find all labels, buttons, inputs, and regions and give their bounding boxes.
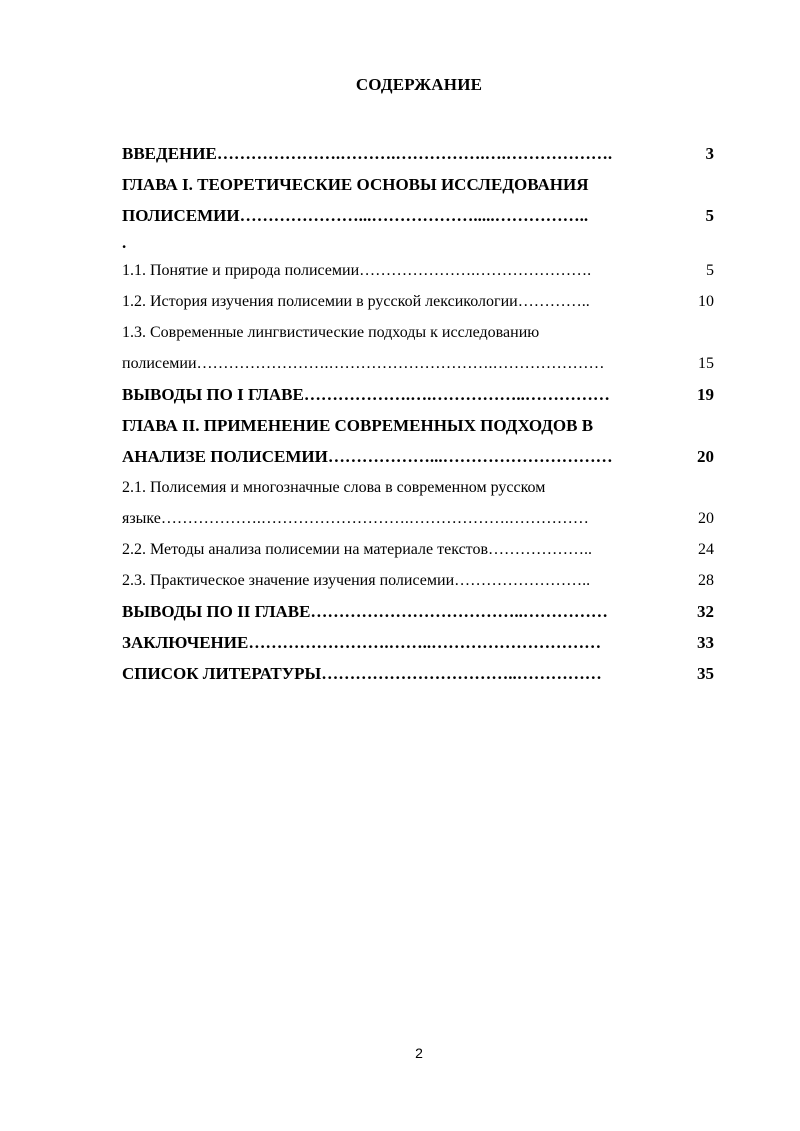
toc-entry-chapter-1-title-cont[interactable] [122, 200, 714, 231]
toc-entry-text: ВЫВОДЫ ПО II ГЛАВЕ………………………………..…………… [122, 602, 608, 621]
toc-entry-chapter-2-title[interactable] [122, 410, 714, 441]
toc-entry-2-1[interactable] [122, 472, 714, 503]
toc-entry-text: СПИСОК ЛИТЕРАТУРЫ……………………………..…………… [122, 664, 602, 683]
toc-entry-text: полисемии…………………….………………………….………………… [122, 355, 605, 372]
toc-entry-conclusions-2[interactable] [122, 596, 714, 627]
toc-entry-page: 5 [700, 255, 714, 286]
toc-entry-introduction[interactable] [122, 138, 714, 169]
toc-entry-page: 32 [691, 596, 714, 627]
toc-entry-text: ВВЕДЕНИЕ………………….……….…………….….………………. [122, 144, 613, 163]
toc-entry-text: 1.2. История изучения полисемии в русской лексикологии………….. [122, 293, 590, 310]
toc-entry-page: 20 [691, 441, 714, 472]
toc-entry-1-1[interactable] [122, 255, 714, 286]
toc-entry-page: 3 [700, 138, 715, 169]
toc-entry-1-3[interactable] [122, 317, 714, 348]
toc-entry-chapter-2-title-cont[interactable] [122, 441, 714, 472]
toc-entry-text: 2.1. Полисемия и многозначные слова в современном русском [122, 479, 546, 496]
toc-entry-2-1-cont[interactable] [122, 503, 714, 534]
toc-entry-text: 2.3. Практическое значение изучения полисемии…………………….. [122, 572, 591, 589]
toc-entry-text: ВЫВОДЫ ПО I ГЛАВЕ……………….….……………..…………… [122, 385, 610, 404]
toc-entry-text: . [122, 233, 127, 252]
toc-entry-page: 20 [692, 503, 714, 534]
toc-entry-page: 35 [691, 658, 714, 689]
toc-entry-references[interactable] [122, 658, 714, 689]
toc-entry-text: 1.1. Понятие и природа полисемии………………….…………………. [122, 262, 592, 279]
toc-entry-page: 10 [692, 286, 714, 317]
toc-entry-1-3-cont[interactable] [122, 348, 714, 379]
toc-entry-page: 33 [691, 627, 714, 658]
table-of-contents [122, 138, 714, 689]
toc-entry-page: 28 [692, 565, 714, 596]
page-title: СОДЕРЖАНИЕ [355, 75, 483, 94]
toc-entry-text: языке……………….……………………….……………….…………… [122, 510, 589, 527]
toc-entry-page: 24 [692, 534, 714, 565]
toc-entry-text: ГЛАВА II. ПРИМЕНЕНИЕ СОВРЕМЕННЫХ ПОДХОДОВ В [122, 416, 594, 435]
toc-stray-dot [122, 231, 714, 255]
toc-entry-conclusion[interactable] [122, 627, 714, 658]
toc-entry-1-2[interactable] [122, 286, 714, 317]
toc-entry-text: АНАЛИЗЕ ПОЛИСЕМИИ………………...………………………… [122, 447, 613, 466]
toc-entry-text: ЗАКЛЮЧЕНИЕ…………………….……..………………………… [122, 633, 602, 652]
page-number: 2 [415, 1045, 423, 1061]
toc-entry-page: 15 [692, 348, 714, 379]
toc-entry-page: 5 [700, 200, 715, 231]
toc-entry-text: ПОЛИСЕМИИ…………………...……………….....…………….. [122, 206, 589, 225]
toc-entry-page: 19 [691, 379, 714, 410]
toc-entry-2-3[interactable] [122, 565, 714, 596]
toc-entry-text: ГЛАВА I. ТЕОРЕТИЧЕСКИЕ ОСНОВЫ ИССЛЕДОВАНИЯ [122, 175, 589, 194]
toc-entry-chapter-1-title[interactable] [122, 169, 714, 200]
toc-entry-conclusions-1[interactable] [122, 379, 714, 410]
toc-entry-2-2[interactable] [122, 534, 714, 565]
toc-entry-text: 2.2. Методы анализа полисемии на материале текстов……………….. [122, 541, 593, 558]
toc-entry-text: 1.3. Современные лингвистические подходы к исследованию [122, 324, 540, 341]
